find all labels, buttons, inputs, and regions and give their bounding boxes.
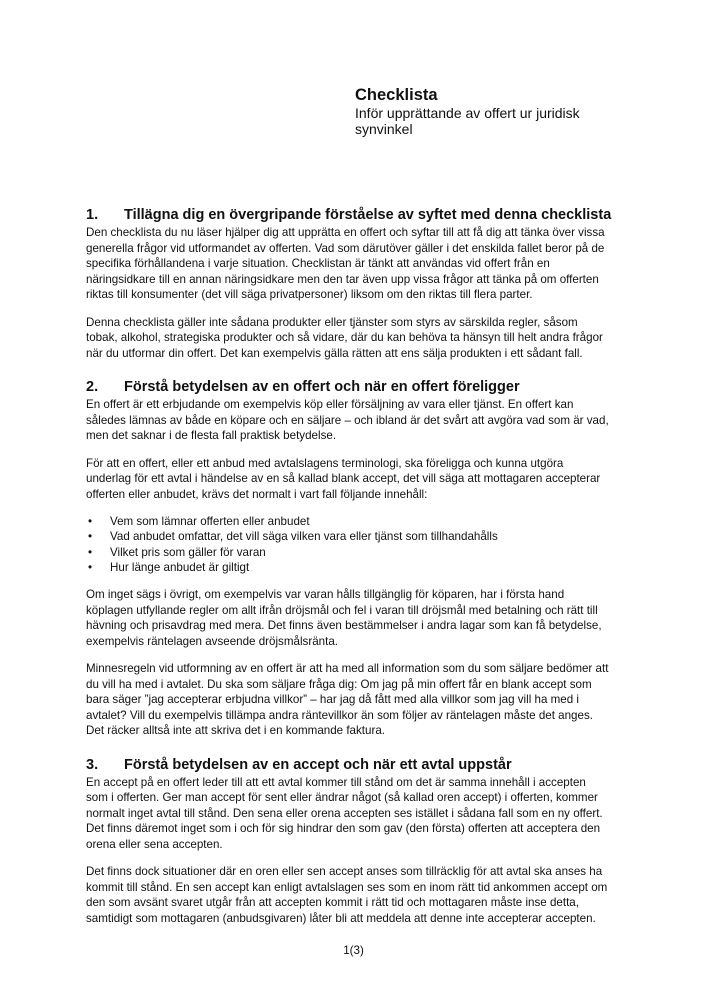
paragraph (86, 315, 656, 362)
text-line: bara säger ”jag accepterar erbjudna villkor” – har jag då fått med alla villkor som jag vill ha med i (86, 693, 579, 707)
bullet-icon: • (88, 545, 93, 559)
list-item (86, 560, 656, 575)
list-item (86, 529, 656, 544)
section-number: 2. (86, 379, 99, 395)
section-heading (86, 205, 656, 225)
text-line: således lämnas av både en köpare och en säljare – och ibland är det svårt att avgöra vad som är vad, (86, 413, 609, 427)
section-title: Förstå betydelsen av en offert och när en offert föreligger (124, 379, 520, 395)
text-line: du vill ha med i avtalet. Du ska som säljare fråga dig: Om jag på min offert får en blank accept som (86, 677, 592, 691)
text-line: samtidigt som mottagaren (anbudsgivaren) låter bli att meddela att denne inte accepterar accepten. (86, 911, 596, 925)
text-line: orena eller sena accepten. (86, 837, 223, 851)
paragraph (86, 397, 656, 444)
section-number: 3. (86, 756, 99, 773)
text-line: offerten eller anbudet, krävs det normalt i vart fall följande innehåll: (86, 487, 428, 501)
document-body (86, 205, 656, 926)
text-line: normalt inget avtal till stånd. Den sena eller orena accepten ses istället i sådana fall som en ny offert. (86, 806, 603, 820)
text-line: Denna checklista gäller inte sådana produkter eller tjänster som styrs av särskilda regler, såsom (86, 315, 578, 329)
list-item-text: Hur länge anbudet är giltigt (110, 560, 250, 574)
text-line: Det räcker alltså inte att skriva det i en kommande faktura. (86, 724, 385, 738)
page-number: 1(3) (343, 944, 364, 957)
text-line: kommit till stånd. En sen accept kan enligt avtalslagen ses som en inom rätt tid ankommen accept om (86, 880, 608, 894)
list-item (86, 545, 656, 560)
text-line: riktas till konsumenter (det vill säga privatpersoner) liksom om den riktas till flera parter. (86, 288, 533, 301)
bullet-icon: • (88, 515, 93, 528)
paragraph (86, 864, 656, 926)
bullet-list (86, 514, 656, 575)
section-3 (86, 755, 656, 927)
text-line: Det finns dock situationer där en oren eller sen accept anses som tillräcklig för att avtal ska anses ha (86, 865, 603, 879)
paragraph-gap (86, 649, 656, 661)
text-line: tobak, alkohol, strategiska produkter och så vidare, där du kan behöva ta hänsyn till helt andra frågor (86, 331, 603, 344)
paragraph-gap (86, 852, 656, 864)
list-item-text: Vem som lämnar offerten eller anbudet (110, 515, 310, 528)
section-title: Tillägna dig en övergripande förståelse av syftet med denna checklista (124, 207, 612, 223)
text-line: men det saknar i de flesta fall praktisk betydelse. (86, 429, 337, 442)
paragraph-gap (86, 502, 656, 514)
paragraph (86, 456, 656, 503)
text-line: För att en offert, eller ett anbud med avtalslagens terminologi, ska föreligga och kunna utgöra (86, 456, 564, 470)
document-subtitle (355, 105, 615, 137)
text-line: köplagen utfyllande regler om allt ifrån dröjsmål och fel i varan till dröjsmål med betalning och rätt till (86, 603, 598, 617)
text-line: avtalet? Vill du exempelvis tillämpa andra räntevillkor än som följer av räntelagen måste det anges. (86, 708, 593, 722)
paragraph (86, 225, 656, 303)
document-title: Checklista (355, 86, 438, 104)
paragraph (86, 775, 656, 853)
section-title: Förstå betydelsen av en accept och när ett avtal uppstår (124, 756, 512, 773)
list-item (86, 514, 656, 529)
paragraph (86, 661, 656, 739)
section-number: 1. (86, 207, 99, 223)
text-line: underlag för ett avtal i händelse av en så kallad blank accept, det vill säga att mottagaren accepterar (86, 472, 601, 485)
section-heading (86, 377, 656, 397)
paragraph-gap (86, 444, 656, 456)
text-line: Om inget sägs i övrigt, om exempelvis var varan hålls tillgänglig för köparen, har i första hand (86, 588, 565, 602)
paragraph-gap (86, 303, 656, 315)
section-1 (86, 205, 656, 361)
text-line: specifika förhållandena i varje situation. Checklistan är tänkt att användas vid offert från en (86, 257, 550, 270)
text-line: som i offerten. Ger man accept för sent eller ändrar något (så kallad oren accept) i offerten, kommer (86, 791, 598, 805)
subtitle-line: synvinkel (355, 121, 413, 137)
text-line: Det finns däremot inget som i och för sig hindrar den som gav (den första) offerten att acceptera den (86, 822, 601, 836)
text-line: generella frågor vid utformandet av offerten. Vad som därutöver gäller i det enskilda fallet beror på de (86, 241, 605, 255)
text-line: exempelvis räntelagen avseende dröjsmålsränta. (86, 634, 338, 648)
section-heading (86, 755, 656, 775)
text-line: Minnesregeln vid utformning av en offert är att ha med all information som du som säljare bedömer att (86, 662, 609, 676)
paragraph (86, 587, 656, 649)
list-item-text: Vilket pris som gäller för varan (110, 545, 266, 559)
section-2 (86, 377, 656, 739)
text-line: Den checklista du nu läser hjälper dig att upprätta en offert och syftar till att få dig att tänka över vissa (86, 226, 605, 239)
text-line: när du utformar din offert. Det kan exempelvis gälla rätten att ens sälja produkten i ett sådant fall. (86, 346, 583, 360)
text-line: näringsidkare till en annan näringsidkare men den tar även upp vissa frågor att tänka på om offerten (86, 272, 599, 286)
list-item-text: Vad anbudet omfattar, det vill säga vilken vara eller tjänst som tillhandahålls (110, 530, 498, 544)
bullet-icon: • (88, 530, 93, 544)
bullet-icon: • (88, 560, 93, 574)
text-line: hävning och prisavdrag med mera. Det finns även bestämmelser i andra lagar som kan få betydelse, (86, 619, 602, 633)
subtitle-line: Inför upprättande av offert ur juridisk (355, 105, 580, 121)
text-line: En accept på en offert leder till att ett avtal kommer till stånd om det är samma innehåll i accepten (86, 775, 586, 789)
text-line: En offert är ett erbjudande om exempelvis köp eller försäljning av vara eller tjänst. En offert kan (86, 398, 574, 411)
text-line: den som avsänt svaret utgår från att accepten kommit i rätt tid och mottagaren måste inse detta, (86, 896, 579, 910)
paragraph-gap (86, 575, 656, 587)
